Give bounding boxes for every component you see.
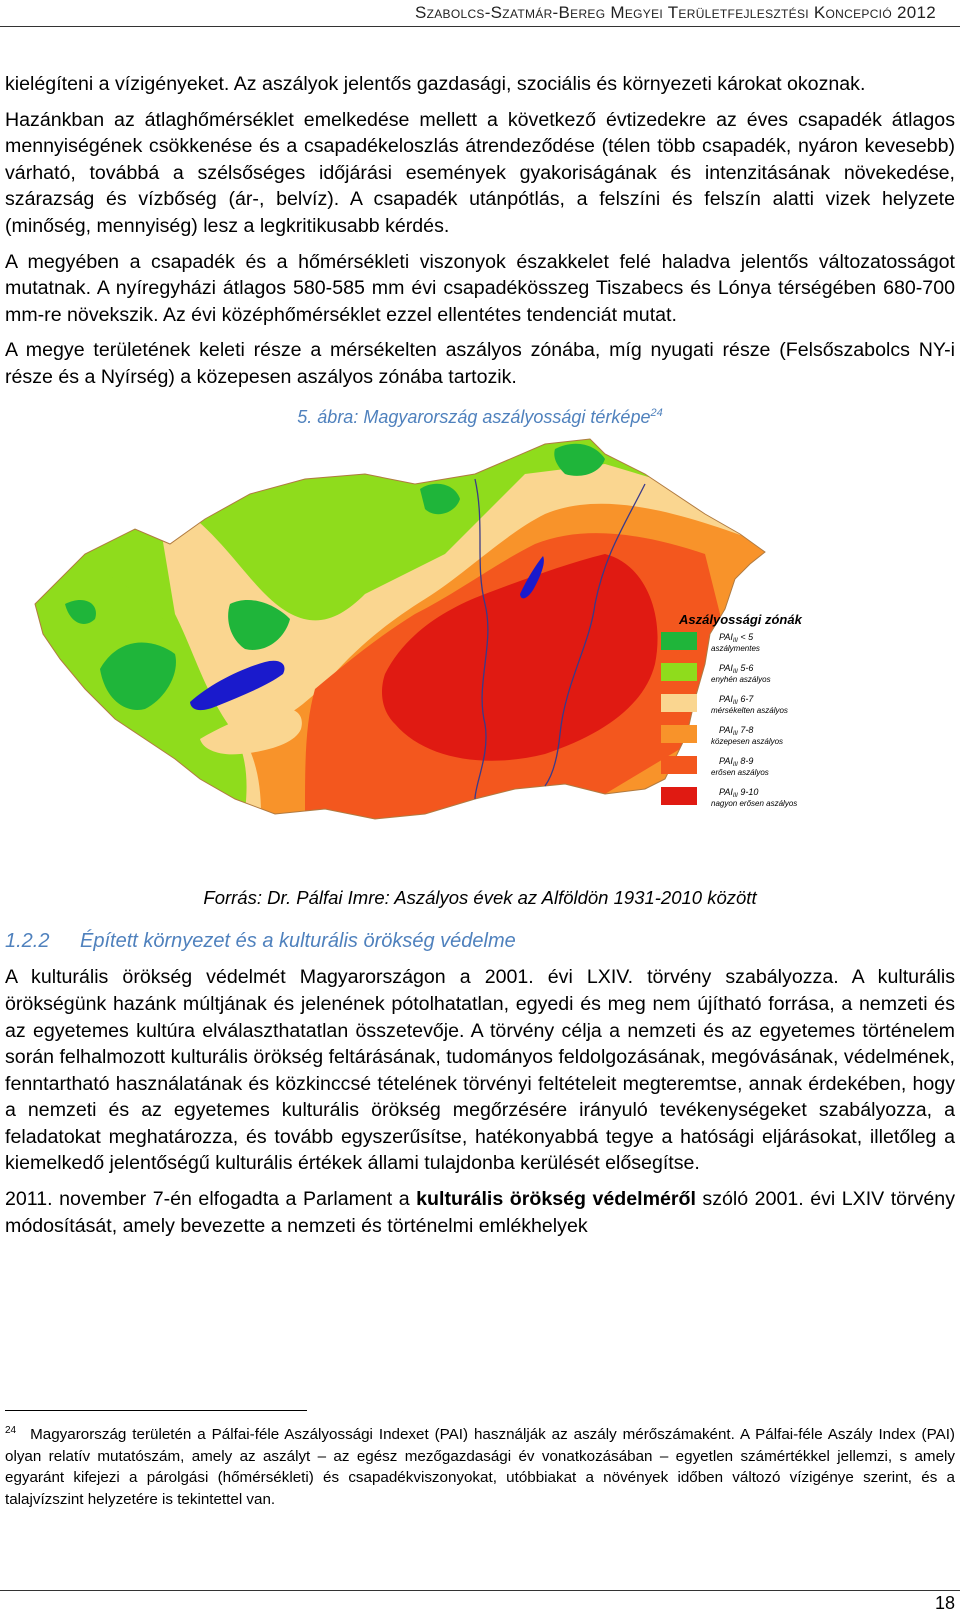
legend-label: közepesen aszályos xyxy=(711,737,784,747)
legend-label: mérsékelten aszályos xyxy=(711,706,788,716)
paragraph-text: szóló 2001. évi LXIV törvény módosítását, amely bevezette a nemzeti és történelmi emlékhelyek xyxy=(5,1188,955,1237)
paragraph: Hazánkban az átlaghőmérséklet emelkedése mellett a következő évtizedekre az éves csapadék átlagos mennyiségének csökkenése és a csapadékeloszlás átrendeződése (télen több csapadék, nyáron kevesebb) várható, továbbá a szélsőséges időjárási események gyakoriságának és intenzitásának növekedése, szárazság és vízbőség (ár-, belvíz). A csapadék utánpótlás, a felszíni és felszín alatti vizek helyzete (minőség, mennyiség) lesz a legkritikusabb kérdés. xyxy=(5,108,955,237)
legend-range: $PAI_{III}$ 5-6 xyxy=(719,663,754,676)
legend-swatch xyxy=(661,787,697,805)
paragraph: A megye területének keleti része a mérsékelten aszályos zónába, míg nyugati része (Felsőszabolcs NY-i része és a Nyírség) a közepesen aszályos zónába tartozik. xyxy=(5,339,955,388)
bold-term: kulturális örökség védelméről xyxy=(416,1188,696,1211)
paragraph xyxy=(5,1186,955,1239)
legend-label: enyhén aszályos xyxy=(711,675,771,685)
figure-footnote-ref: 24 xyxy=(650,406,663,419)
section-number: 1.2.2 xyxy=(5,929,50,952)
legend-swatch xyxy=(661,725,697,743)
legend-label: nagyon erősen aszályos xyxy=(711,799,798,809)
figure-caption xyxy=(5,400,955,431)
map-legend xyxy=(661,612,803,808)
legend-range: $PAI_{III}$ 6-7 xyxy=(719,694,754,707)
footnote xyxy=(5,1420,955,1510)
figure-source: Forrás: Dr. Pálfai Imre: Aszályos évek az Alföldön 1931-2010 között xyxy=(203,887,757,909)
drought-map-figure xyxy=(5,434,955,879)
legend-range: $PAI_{III}$ 9-10 xyxy=(719,787,759,800)
legend-range: $PAI_{III}$ 8-9 xyxy=(719,756,754,769)
figure-caption-text: 5. ábra: Magyarország aszályossági térképe xyxy=(297,406,651,427)
paragraph: A kulturális örökség védelmét Magyarországon a 2001. évi LXIV. törvény szabályozza. A kulturális örökségünk hazánk múltjának és jelenének pótolhatatlan, egyedi és meg nem újítható forrása, a nemzeti és az egyetemes kultúra elválaszthatatlan összetevője. A törvény célja a nemzeti és az egyetemes történelem során felhalmozott kulturális örökség feltárásának, tudományos feldolgozásának, megóvásának, védelmének, fenntartható használatának és közkinccsé tételének törvényi feltételeit megteremtse, annak érdekében, hogy a nemzeti és az egyetemes kulturális örökség megőrzésére irányuló tevékenységeket szabályozza, a feladatokat meghatározza, és tovább egyszerűsítse, hatékonyabbá tegye a hatósági eljárásokat, illetőleg a kiemelkedő jelentőségű kulturális értékek állami tulajdonba kerülését elősegítse. xyxy=(5,966,955,1175)
legend-swatch xyxy=(661,694,697,712)
paragraph-text: 2011. november 7-én elfogadta a Parlament a xyxy=(5,1188,417,1211)
page-content xyxy=(5,71,955,1248)
paragraph: kielégíteni a vízigényeket. Az aszályok jelentős gazdasági, szociális és környezeti károkat okoznak. xyxy=(5,73,866,95)
footnote-text: Magyarország területén a Pálfai-féle Aszályossági Indexet (PAI) használják az aszály mérőszámaként. A Pálfai-féle Aszály Index (PAI) olyan relatív mutatószám, amely az aszályt – az egész mezőgazdasági év vonatkozásában – egyetlen számértékkel jellemzi, s amely egyaránt kifejezi a párolgási (hőmérsékleti) és csapadékviszonyokat, utóbbiakat a növények időben változó vízigénye szerint, és a talajvízszint helyzetére is tekintettel van. xyxy=(5,1426,955,1508)
legend-range: $PAI_{III} < 5$ xyxy=(719,632,754,645)
legend-swatch xyxy=(661,756,697,774)
footer-rule xyxy=(0,1590,960,1591)
hungary-drought-map xyxy=(5,434,955,879)
paragraph: A megyében a csapadék és a hőmérsékleti viszonyok északkelet felé haladva jelentős változatosságot mutatnak. A nyíregyházi átlagos 580-585 mm évi csapadékösszeg Tiszabecs és Lónya térségében 680-700 mm-re növekszik. Az évi középhőmérséklet ezzel ellentétes tendenciát mutat. xyxy=(5,250,955,326)
section-title: Épített környezet és a kulturális örökség védelme xyxy=(80,929,516,952)
legend-label: erősen aszályos xyxy=(711,768,769,778)
page-number: 18 xyxy=(934,1593,955,1613)
header-title: Szabolcs-Szatmár-Bereg Megyei Területfejlesztési Koncepció 2012 xyxy=(414,3,936,22)
legend-label: aszálymentes xyxy=(711,644,760,654)
legend-range: $PAI_{III}$ 7-8 xyxy=(719,725,754,738)
legend-swatch xyxy=(661,632,697,650)
footnote-number: 24 xyxy=(5,1425,17,1436)
section-heading xyxy=(5,928,955,955)
legend-swatch xyxy=(661,663,697,681)
page-header xyxy=(0,0,960,27)
legend-title: Aszályossági zónák xyxy=(679,612,802,628)
footnote-separator xyxy=(5,1410,307,1411)
